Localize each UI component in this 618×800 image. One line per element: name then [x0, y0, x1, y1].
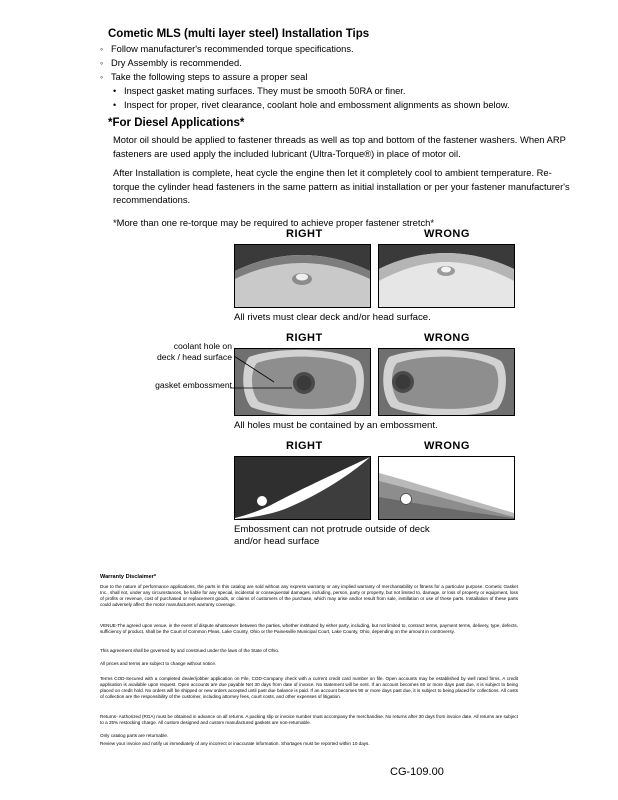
warranty-paragraph: All prices and terms are subject to change without notice. [100, 661, 217, 666]
warranty-paragraph: VENUE-The agreed upon venue, in the event of dispute whatsoever between the parties, whether instituted by either party, including, but not limited to, contract terms, payment terms, delivery, type, defects, sufficiency of product, shall be the Court of Common Pleas, Lake County, Ohio or the Painesville Municipal Court, Lake County, Ohio, depending on the amount in controversy. [100, 623, 518, 635]
fig2-right-label: RIGHT [286, 332, 323, 344]
tips-list [100, 44, 600, 114]
fig3-right-label: RIGHT [286, 440, 323, 452]
warranty-paragraph: This agreement shall be governed by and construed under the laws of the State of Ohio. [100, 648, 280, 653]
warranty-paragraph: Terms COD-Secured with a completed dealer/jobber application on File, COD-Company check with a current credit card number on file. Open accounts may be established by well rated firms. A credit application is available upon request. Open accounts are due payable Net 30 days from date of invoice. No statement will be sent. If an account becomes 60 or more days past due, it is subject to being placed on credit hold. No orders will be shipped or new orders accepted until past due balance is paid. If an account becomes 90 or more days past due, it is subject to being placed for collections. All costs of collection are the responsibility of the customer, including attorney fees, court costs, and other expenses of litigation. [100, 676, 518, 700]
fig1-right-label: RIGHT [286, 228, 323, 240]
warranty-paragraph: Returns- Authorized (RGA) must be obtained in advance on all returns. A packing slip or invoice number must accompany the merchandise. No returns after 30 days from invoice date. All returns are subject to a 25% restocking charge. All custom designed and custom manufactured gaskets are non-returnable. [100, 714, 518, 726]
subtip-item: • Inspect gasket mating surfaces. They must be smooth 50RA or finer. [100, 86, 600, 96]
paragraph-2: After Installation is complete, heat cycle the engine then let it completely cool to ambient temperature. Re-torque the cylinder head fasteners in the same pattern as initial installation or per your fastener manufacturer's recommendations. [113, 167, 570, 205]
warranty-paragraph: Only catalog parts are returnable. [100, 733, 169, 738]
fig1-wrong-image [378, 244, 515, 308]
page-title: Cometic MLS (multi layer steel) Installation Tips [108, 28, 370, 40]
fig2-callout-coolant-hole-line2: deck / head surface [156, 352, 232, 362]
fig3-right-image [234, 456, 371, 520]
fig2-callout-coolant-hole: coolant hole on [173, 341, 232, 351]
tip-item: ◦ Take the following steps to assure a proper seal [100, 72, 600, 82]
fig2-wrong-label: WRONG [424, 332, 470, 344]
paragraph-3: *More than one re-torque may be required to achieve proper fastener stretch* [113, 217, 435, 228]
paragraph-1: Motor oil should be applied to fastener threads as well as top and bottom of the fastener washers. When ARP fasteners are used apply the included lubricant (Ultra-Torque®) in place of motor oil. [113, 134, 566, 159]
tip-item: ◦ Dry Assembly is recommended. [100, 58, 600, 68]
warranty-title: Warranty Disclaimer* [100, 574, 157, 580]
fig3-caption-line1: Embossment can not protrude outside of deck [234, 524, 430, 535]
warranty-paragraph: Due to the nature of performance applications, the parts in this catalog are sold without any express warranty or any implied warranty of merchantability or fitness for a particular purpose. Cometic Gasket Inc., shall not, under any circumstances, be liable for any special, incidental or consequential damages, including, person, party or property, but not limited to, damage, or loss of property or equipment, loss of profits or revenue, cost of purchased or replacement goods, or claims of customers of the purchase, which may arise and/or result from sale, instillation or use of these parts. Installation of these parts could adversely affect the motor manufacturers warranty coverage. [100, 584, 518, 608]
tip-item: ◦ Follow manufacturer's recommended torque specifications. [100, 44, 600, 54]
fig1-caption: All rivets must clear deck and/or head surface. [234, 312, 431, 323]
diesel-heading: *For Diesel Applications* [108, 117, 245, 129]
subtip-item: • Inspect for proper, rivet clearance, coolant hole and embossment alignments as shown below. [100, 100, 600, 110]
fig1-wrong-label: WRONG [424, 228, 470, 240]
warranty-paragraph: Review your invoice and notify us immediately of any incorrect or inaccurate information. Shortages must be reported within 10 days. [100, 741, 370, 746]
fig2-callout-embossment: gasket embossment [155, 380, 232, 390]
fig1-right-image [234, 244, 371, 308]
figures-section [0, 228, 618, 547]
fig2-wrong-image [378, 348, 515, 416]
fig3-wrong-label: WRONG [424, 440, 470, 452]
document-code: CG-109.00 [390, 766, 444, 778]
fig3-caption-line2: and/or head surface [234, 536, 320, 547]
fig2-caption: All holes must be contained by an embossment. [234, 420, 438, 431]
fig2-leader-lines [230, 338, 360, 398]
fig3-wrong-image [378, 456, 515, 520]
